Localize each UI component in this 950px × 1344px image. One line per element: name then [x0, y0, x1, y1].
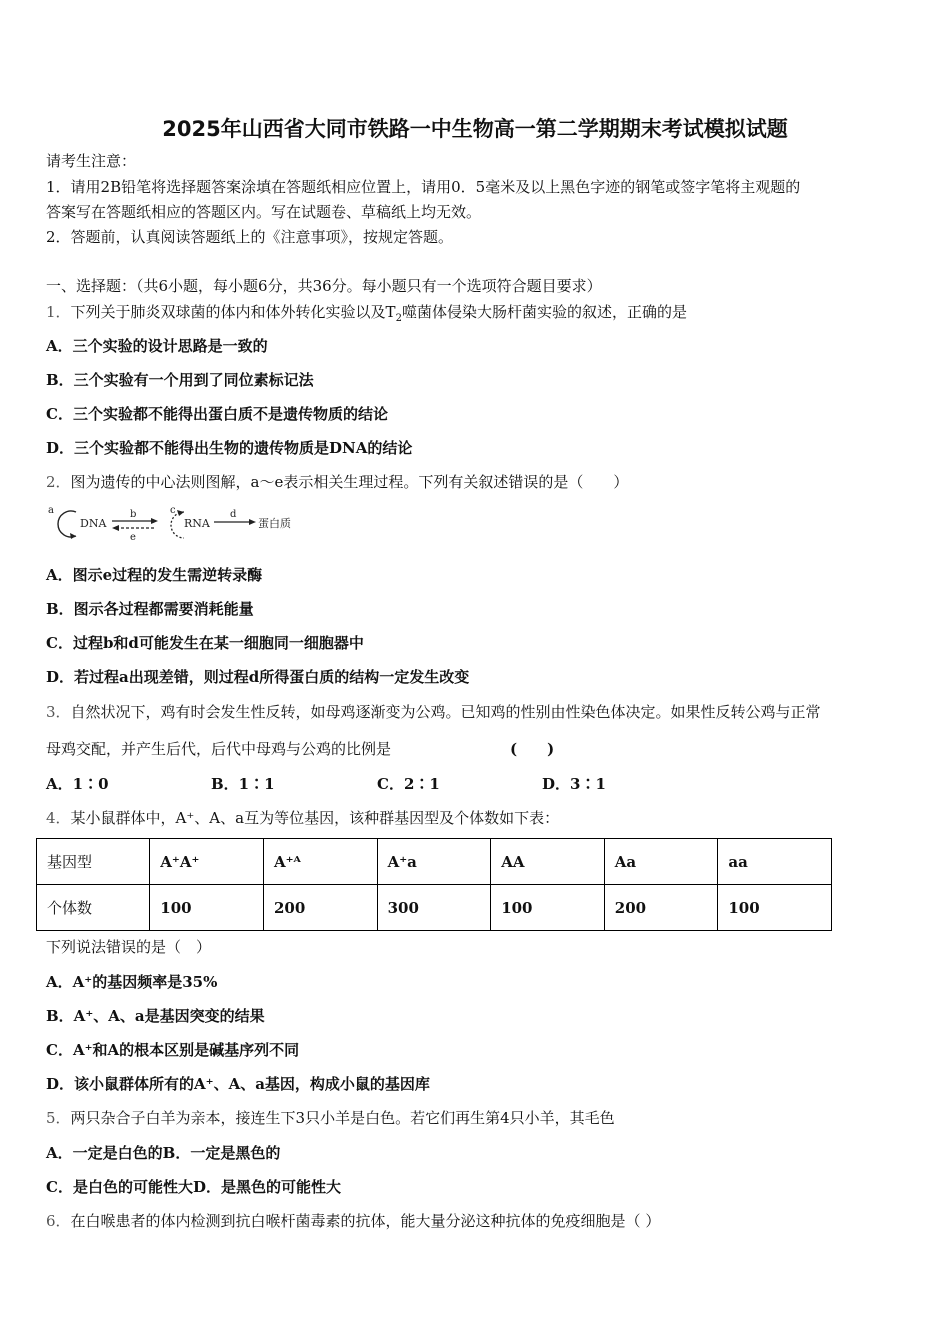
question-2-option-a[interactable]: A．图示e过程的发生需逆转录酶 [46, 566, 263, 584]
question-1-stem: 1．下列关于肺炎双球菌的体内和体外转化实验以及$T_2$噬菌体侵染大肠杆菌实验的叙述，正确的是 [46, 303, 687, 324]
question-5-options-cd[interactable]: C．是白色的可能性大D．是黑色的可能性大 [46, 1178, 341, 1196]
question-1-option-d[interactable]: D．三个实验都不能得出生物的遗传物质是DNA的结论 [46, 439, 413, 457]
question-3-stem-line-1: 3．自然状况下，鸡有时会发生性反转，如母鸡逐渐变为公鸡。已知鸡的性别由性染色体决定。如果性反转公鸡与正常 [46, 703, 821, 721]
section-heading: 一、选择题：（共6小题，每小题6分，共36分。每小题只有一个选项符合题目要求） [46, 277, 602, 295]
question-3-option-d[interactable]: D．3∶1 [542, 775, 606, 793]
question-6-number: 6． [46, 1212, 71, 1230]
question-5-stem: 5．两只杂合子白羊为亲本，接连生下3只小羊是白色。若它们再生第4只小羊，其毛色 [46, 1109, 615, 1127]
table-cell: 200 [604, 885, 718, 931]
question-4-option-b[interactable]: B．A⁺、A、a是基因突变的结果 [46, 1007, 265, 1025]
reverse-transcription-arrowhead [112, 525, 119, 531]
question-4-prompt: 下列说法错误的是（ ） [46, 938, 212, 956]
table-cell: A⁺a [377, 839, 491, 885]
table-cell: 个体数 [37, 885, 150, 931]
question-2-number: 2． [46, 473, 71, 491]
table-cell: Aa [604, 839, 718, 885]
question-5-options-ab[interactable]: A．一定是白色的B．一定是黑色的 [46, 1144, 281, 1162]
table-cell: A⁺A⁺ [150, 839, 264, 885]
table-cell: aa [718, 839, 832, 885]
label-rna: RNA [184, 517, 210, 530]
label-e: e [130, 532, 136, 543]
question-2-stem: 2．图为遗传的中心法则图解，a～e表示相关生理过程。下列有关叙述错误的是（ ） [46, 473, 629, 491]
label-dna: DNA [80, 517, 107, 530]
table-cell: 100 [150, 885, 264, 931]
label-protein: 蛋白质 [258, 517, 291, 530]
replication-arc [58, 511, 76, 537]
label-c: c [170, 505, 176, 516]
notice-heading: 请考生注意： [46, 152, 137, 170]
question-3-option-b[interactable]: B．1∶1 [211, 775, 275, 793]
page-title: 2025年山西省大同市铁路一中生物高一第二学期期末考试模拟试题 [162, 117, 788, 141]
table-cell: 300 [377, 885, 491, 931]
label-a: a [48, 505, 54, 516]
question-3-option-a[interactable]: A．1∶0 [46, 775, 109, 793]
question-6-stem: 6．在白喉患者的体内检测到抗白喉杆菌毒素的抗体，能大量分泌这种抗体的免疫细胞是（ ） [46, 1212, 661, 1230]
question-3-number: 3． [46, 703, 71, 721]
table-cell: 100 [718, 885, 832, 931]
question-2-option-d[interactable]: D．若过程a出现差错，则过程d所得蛋白质的结构一定发生改变 [46, 668, 470, 686]
question-3-stem-line-2: 母鸡交配，并产生后代，后代中母鸡与公鸡的比例是 [46, 740, 392, 758]
question-3-answer-paren: ( ) [510, 740, 555, 758]
notice-line-3: 2．答题前，认真阅读答题纸上的《注意事项》，按规定答题。 [46, 228, 454, 246]
notice-line-2: 答案写在答题纸相应的答题区内。写在试题卷、草稿纸上均无效。 [46, 203, 482, 221]
question-2-option-b[interactable]: B．图示各过程都需要消耗能量 [46, 600, 254, 618]
table-cell: 基因型 [37, 839, 150, 885]
genotype-table [36, 838, 832, 931]
table-row [37, 885, 832, 931]
question-1-option-a[interactable]: A．三个实验的设计思路是一致的 [46, 337, 268, 355]
question-4-stem: 4．某小鼠群体中，A⁺、A、a互为等位基因，该种群基因型及个体数如下表： [46, 809, 560, 827]
table-cell: 100 [491, 885, 605, 931]
question-2-option-c[interactable]: C．过程b和d可能发生在某一细胞同一细胞器中 [46, 634, 364, 652]
question-1-option-b[interactable]: B．三个实验有一个用到了同位素标记法 [46, 371, 314, 389]
question-1-number: 1． [46, 303, 71, 321]
notice-line-1: 1．请用2B铅笔将选择题答案涂填在答题纸相应位置上，请用0．5毫米及以上黑色字迹的钢笔或签字笔将主观题的 [46, 178, 801, 196]
table-header-row [37, 839, 832, 885]
central-dogma-diagram [46, 500, 316, 546]
question-4-option-d[interactable]: D．该小鼠群体所有的A⁺、A、a基因，构成小鼠的基因库 [46, 1075, 430, 1093]
table-cell: A⁺ᴬ [264, 839, 378, 885]
table-cell: 200 [264, 885, 378, 931]
table-cell: AA [491, 839, 605, 885]
question-5-number: 5． [46, 1109, 71, 1127]
replication-arrowhead [70, 533, 76, 539]
transcription-arrowhead [151, 518, 158, 524]
question-3-option-c[interactable]: C．2∶1 [377, 775, 440, 793]
question-4-number: 4． [46, 809, 71, 827]
label-b: b [130, 509, 137, 520]
rna-replication-arrowhead [177, 510, 184, 516]
question-4-option-c[interactable]: C．A⁺和A的根本区别是碱基序列不同 [46, 1041, 300, 1059]
label-d: d [230, 509, 237, 520]
translation-arrowhead [249, 519, 256, 525]
question-1-option-c[interactable]: C．三个实验都不能得出蛋白质不是遗传物质的结论 [46, 405, 388, 423]
question-4-option-a[interactable]: A．A⁺的基因频率是35% [46, 973, 218, 991]
